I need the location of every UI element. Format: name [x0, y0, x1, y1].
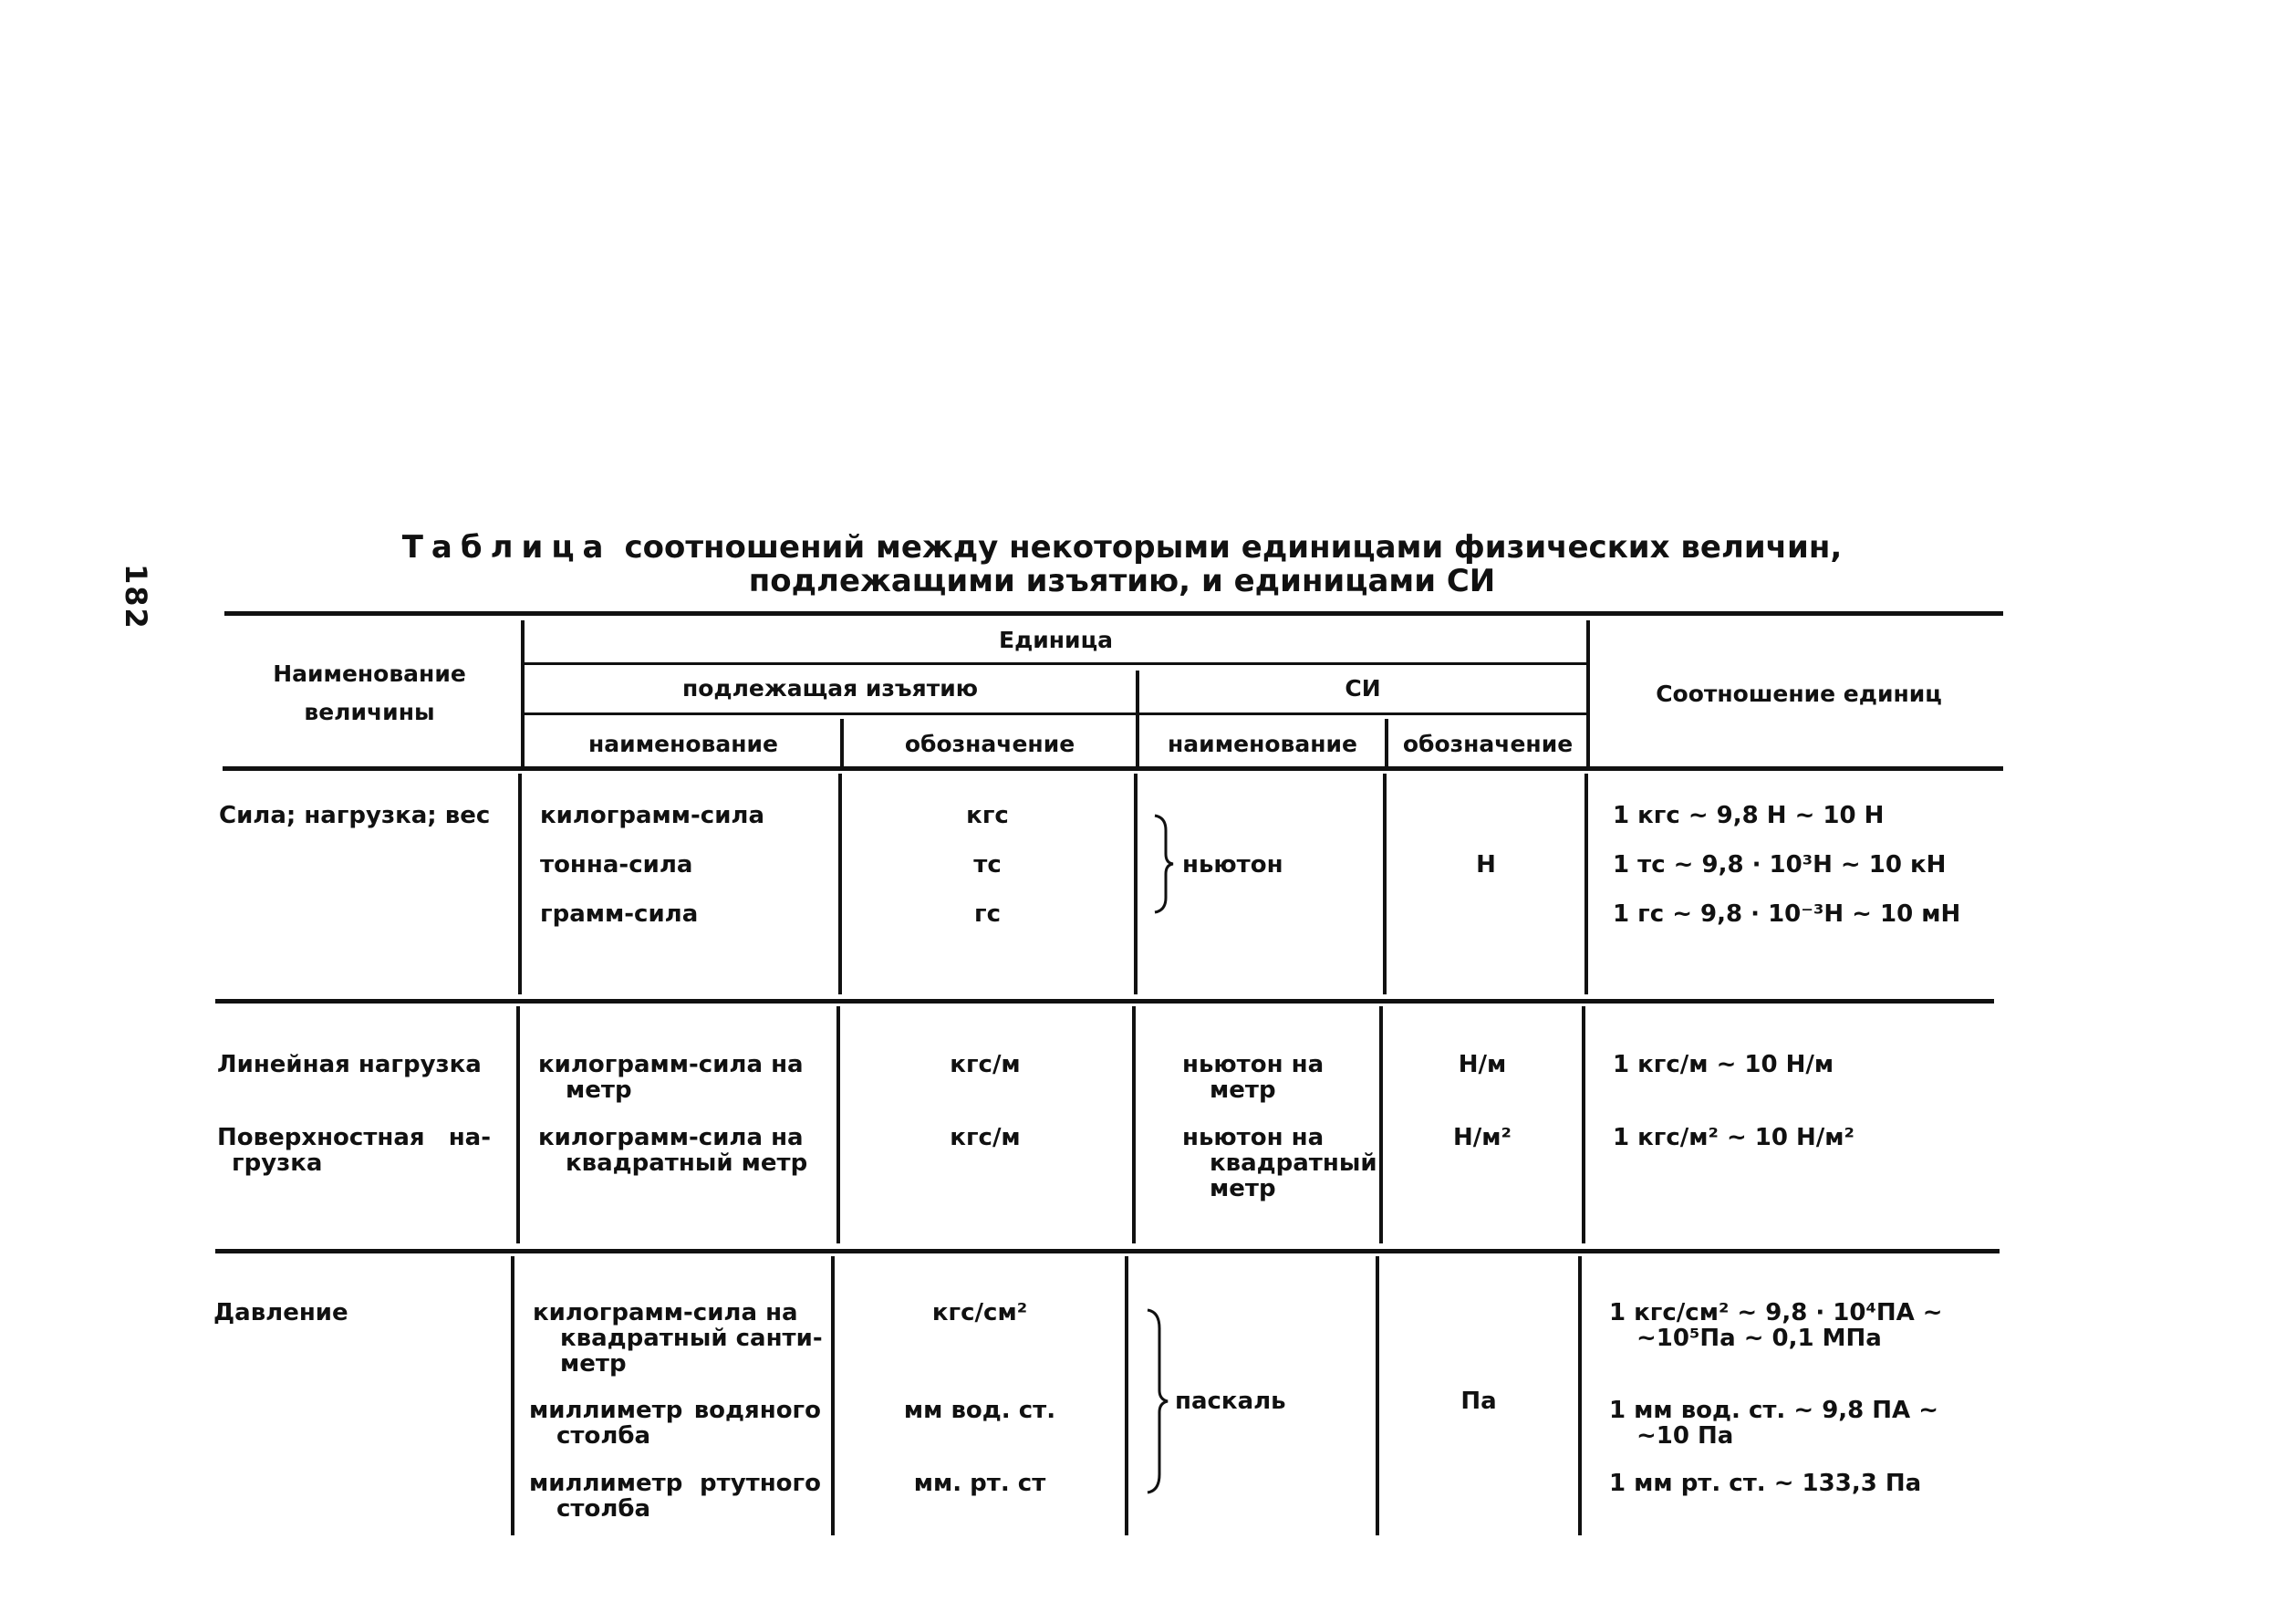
ratio-kgf-per-m2: 1 кгс/м² ~ 10 Н/м² [1613, 1124, 1854, 1151]
ratio-kgf-per-m: 1 кгс/м ~ 10 Н/м [1613, 1051, 1834, 1078]
vline-1-s2 [516, 1006, 520, 1243]
unit-name-kgf-per-cm2-line-3: метр [560, 1350, 627, 1378]
vline-4-s2 [1379, 1006, 1383, 1243]
header-quantity-name [228, 655, 511, 732]
ratio-tf: 1 тс ~ 9,8 · 10³Н ~ 10 кН [1613, 851, 1947, 879]
vline-2-s1 [838, 774, 842, 994]
unit-name-mm-water [529, 1398, 821, 1449]
quantity-surface-load-line-1: Поверхностная на- [217, 1124, 491, 1151]
unit-name-mm-water-line-1: миллиметр водяного [529, 1397, 821, 1424]
unit-symbol-kgf-per-m: кгс/м [950, 1051, 1021, 1078]
si-name-newton: ньютон [1182, 851, 1283, 879]
unit-symbol-kgf-per-m2: кгс/м [950, 1124, 1021, 1151]
quantity-force: Сила; нагрузка; вес [219, 802, 491, 829]
title-line-1-text: соотношений между некоторыми единицами физических величин, [624, 529, 1843, 566]
ratio-mm-water-line-1: 1 мм вод. ст. ~ 9,8 ПА ~ [1609, 1397, 1939, 1424]
ratio-gf: 1 гс ~ 9,8 · 10⁻³Н ~ 10 мН [1613, 900, 1961, 928]
si-name-pascal: паскаль [1175, 1388, 1286, 1415]
vline-5-head [1586, 620, 1590, 766]
header-quantity-name-line-1: Наименование [273, 660, 466, 687]
ratio-kgf: 1 кгс ~ 9,8 Н ~ 10 Н [1613, 802, 1885, 829]
rule-unit-group [523, 662, 1588, 665]
header-si: СИ [1345, 675, 1381, 702]
vline-3-head [1136, 671, 1139, 766]
unit-name-kgf-per-cm2-line-1: килограмм-сила на [533, 1299, 798, 1326]
unit-name-mm-mercury-line-1: миллиметр ртутного [529, 1470, 821, 1497]
si-symbol-newton: Н [1476, 851, 1496, 879]
unit-name-mm-mercury-line-2: столба [556, 1495, 651, 1523]
rule-top [224, 611, 2003, 616]
header-ratio: Соотношение единиц [1656, 681, 1942, 707]
quantity-linear-load: Линейная нагрузка [217, 1051, 482, 1078]
unit-name-kgf: килограмм-сила [540, 802, 765, 829]
vline-4-s1 [1383, 774, 1387, 994]
header-si-symbol: обозначение [1402, 731, 1574, 757]
unit-name-kgf-per-m2 [538, 1125, 807, 1176]
header-unit: Единица [999, 627, 1113, 653]
header-withdrawn: подлежащая изъятию [681, 675, 979, 702]
vline-3-s3 [1125, 1256, 1128, 1535]
vline-3-s2 [1132, 1006, 1136, 1243]
ratio-kgf-per-cm2-line-2: ~10⁵Па ~ 0,1 МПа [1636, 1325, 1882, 1352]
si-name-newton-per-m [1182, 1052, 1324, 1103]
vline-1-s1 [518, 774, 522, 994]
unit-name-kgf-per-cm2 [533, 1300, 823, 1377]
ratio-mm-mercury: 1 мм рт. ст. ~ 133,3 Па [1609, 1470, 1922, 1497]
si-name-newton-per-m2-line-3: метр [1210, 1175, 1276, 1202]
page-number: 182 [119, 564, 153, 630]
si-symbol-pascal: Па [1460, 1388, 1497, 1415]
rule-header-bottom [223, 766, 2003, 771]
unit-name-kgf-per-m2-line-1: килограмм-сила на [538, 1124, 804, 1151]
unit-symbol-kgf-per-cm2: кгс/см² [931, 1299, 1028, 1326]
si-name-newton-per-m2 [1182, 1125, 1377, 1201]
header-si-name: наименование [1168, 731, 1357, 757]
unit-name-kgf-per-cm2-line-2: квадратный санти- [560, 1325, 823, 1352]
vline-2-head [840, 719, 844, 766]
unit-name-gf: грамм-сила [540, 900, 699, 928]
quantity-surface-load-line-2: грузка [232, 1149, 323, 1177]
vline-1-head [521, 620, 525, 766]
brace-pressure [1144, 1308, 1169, 1494]
header-withdrawn-symbol: обозначение [904, 731, 1075, 757]
ratio-kgf-per-cm2 [1609, 1300, 1943, 1351]
vline-2-s2 [836, 1006, 840, 1243]
title-line-2: подлежащими изъятию, и единицами СИ [748, 563, 1496, 599]
quantity-surface-load [217, 1125, 491, 1176]
si-name-newton-per-m2-line-1: ньютон на [1182, 1124, 1325, 1151]
header-quantity-name-line-2: величины [304, 699, 435, 725]
vline-3-s1 [1134, 774, 1138, 994]
brace-force [1151, 814, 1175, 914]
unit-symbol-kgf: кгс [966, 802, 1009, 829]
vline-5-s3 [1578, 1256, 1582, 1535]
unit-symbol-mm-water: мм вод. ст. [903, 1397, 1056, 1424]
si-name-newton-per-m2-line-2: квадратный [1210, 1149, 1377, 1177]
vline-1-s3 [511, 1256, 514, 1535]
unit-name-kgf-per-m-line-2: метр [566, 1076, 632, 1104]
unit-symbol-mm-mercury: мм. рт. ст [913, 1470, 1046, 1497]
quantity-pressure: Давление [213, 1299, 348, 1326]
unit-name-mm-mercury [529, 1471, 821, 1522]
vline-5-s2 [1582, 1006, 1585, 1243]
si-symbol-newton-per-m2: Н/м² [1453, 1124, 1512, 1151]
vline-4-head [1385, 719, 1388, 766]
si-symbol-newton-per-m: Н/м [1458, 1051, 1507, 1078]
si-name-newton-per-m-line-2: метр [1210, 1076, 1276, 1104]
unit-name-tf: тонна-сила [540, 851, 693, 879]
ratio-mm-water-line-2: ~10 Па [1636, 1422, 1734, 1450]
si-name-newton-per-m-line-1: ньютон на [1182, 1051, 1325, 1078]
unit-name-mm-water-line-2: столба [556, 1422, 651, 1450]
rule-section-2 [215, 1249, 2000, 1253]
unit-symbol-gf: гс [974, 900, 1001, 928]
vline-4-s3 [1376, 1256, 1379, 1535]
title-line-1 [228, 529, 2016, 566]
rule-section-1 [215, 999, 1994, 1004]
vline-2-s3 [831, 1256, 835, 1535]
ratio-kgf-per-cm2-line-1: 1 кгс/см² ~ 9,8 · 10⁴ПА ~ [1609, 1299, 1943, 1326]
rule-subgroups [523, 712, 1588, 715]
vline-5-s1 [1584, 774, 1588, 994]
unit-name-kgf-per-m-line-1: килограмм-сила на [538, 1051, 804, 1078]
unit-symbol-tf: тс [973, 851, 1002, 879]
unit-name-kgf-per-m2-line-2: квадратный метр [566, 1149, 808, 1177]
title-spaced-word: Таблица [401, 529, 612, 566]
header-withdrawn-name: наименование [588, 731, 778, 757]
unit-name-kgf-per-m [538, 1052, 804, 1103]
ratio-mm-water [1609, 1398, 1938, 1449]
